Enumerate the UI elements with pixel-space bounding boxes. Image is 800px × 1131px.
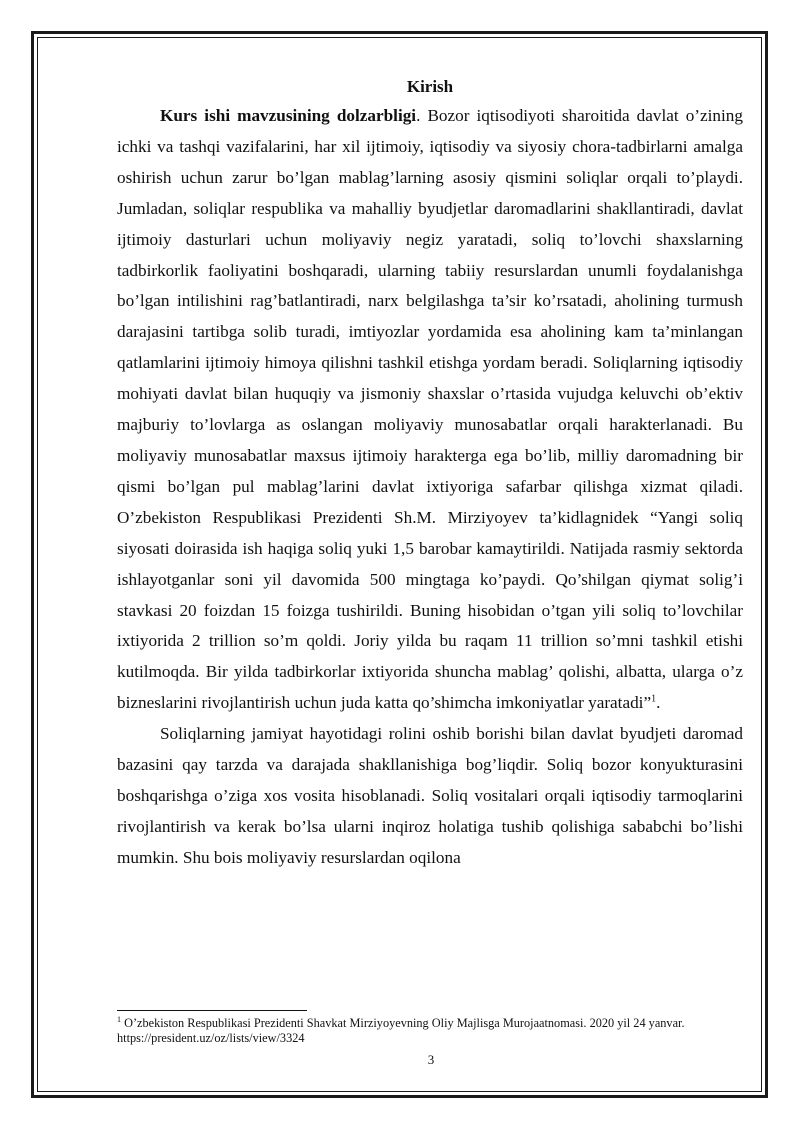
page-number: 3	[427, 1052, 435, 1067]
paragraph-taxes-role: Soliqlarning jamiyat hayotidagi rolini oshib borishi bilan davlat byudjeti daromad bazasini qay tarzda va darajada shakllanishiga bog’liqdir. Soliq bozor konyukturasini boshqarishga o’ziga xos vosita hisoblanadi. Soliq vositalari orqali iqtisodiy tarmoqlarini rivojlantirish va kerak bo’lsa ularni inqiroz holatiga tushib qolishiga sababchi bo’lishi mumkin. Shu bois moliyaviy resurslardan oqilona	[117, 724, 743, 867]
document-body	[117, 74, 743, 874]
footnote	[117, 1016, 743, 1046]
paragraph-lead-bold: Kurs ishi mavzusining dolzarbligi	[160, 106, 417, 125]
footnote-text: O’zbekiston Respublikasi Prezidenti Shavkat Mirziyoyevning Oliy Majlisga Murojaatnomasi. 2020 yil 24 yanvar. https://president.uz/oz/lists/view/3324	[117, 1016, 685, 1045]
footnote-marker: 1	[117, 1014, 121, 1024]
footnote-reference[interactable]: 1	[651, 693, 657, 705]
paragraph-relevance	[117, 101, 743, 719]
paragraph-body-text: . Bozor iqtisodiyoti sharoitida davlat o’zining ichki va tashqi vazifalarini, har xil ijtimoiy, iqtisodiy va siyosiy chora-tadbirlarni amalga oshirish uchun zarur bo’lgan mablag’larning asosiy qismini soliqlar orqali to’playdi. Jumladan, soliqlar respublika va mahalliy byudjetlar daromadlarini shakllantiradi, davlat ijtimoiy dasturlari uchun moliyaviy negiz yaratadi, soliq to’lovchi shaxslarning tadbirkorlik faoliyatini boshqaradi, ularning tabiiy resurslardan unumli foydalanishga bo’lgan intilishini rag’batlantiradi, narx belgilashga ta’sir ko’rsatadi, aholining turmush darajasini tartibga solib turadi, imtiyozlar yordamida esa aholining kam ta’minlangan qatlamlarini ijtimoiy himoya qilishni tashkil etishga yordam beradi. Soliqlarning iqtisodiy mohiyati davlat bilan huquqiy va jismoniy shaxslar o’rtasida vujudga keluvchi ob’ektiv majburiy to’lovlarga as oslangan moliyaviy munosabatlar orqali harakterlanadi. Bu moliyaviy munosabatlar maxsus ijtimoiy harakterga ega bo’lib, milliy daromadning bir qismi bo’lgan pul mablag’larini davlat ixtiyoriga safarbar qilishga xizmat qiladi. O’zbekiston Respublikasi Prezidenti Sh.M. Mirziyoyev ta’kidlagnidek “Yangi soliq siyosati doirasida ish haqiga soliq yuki 1,5 barobar kamaytirildi. Natijada rasmiy sektorda ishlayotganlar soni yil davomida 500 mingtaga ko’paydi. Qo’shilgan qiymat solig’i stavkasi 20 foizdan 15 foizga tushirildi. Buning hisobidan o’tgan yili soliq to’lovchilar ixtiyorida 2 trillion so’m qoldi. Joriy yilda bu raqam 11 trillion so’mni tashkil etishi kutilmoqda. Bir yilda tadbirkorlar ixtiyorida shuncha mablag’ qolishi, albatta, ularga o’z bizneslarini rivojlantirish uchun juda katta qo’shimcha imkoniyatlar yaratadi”	[117, 106, 743, 713]
footnote-separator	[117, 1010, 307, 1011]
paragraph-end-punct: .	[656, 693, 661, 713]
section-heading: Kirish	[406, 77, 454, 96]
